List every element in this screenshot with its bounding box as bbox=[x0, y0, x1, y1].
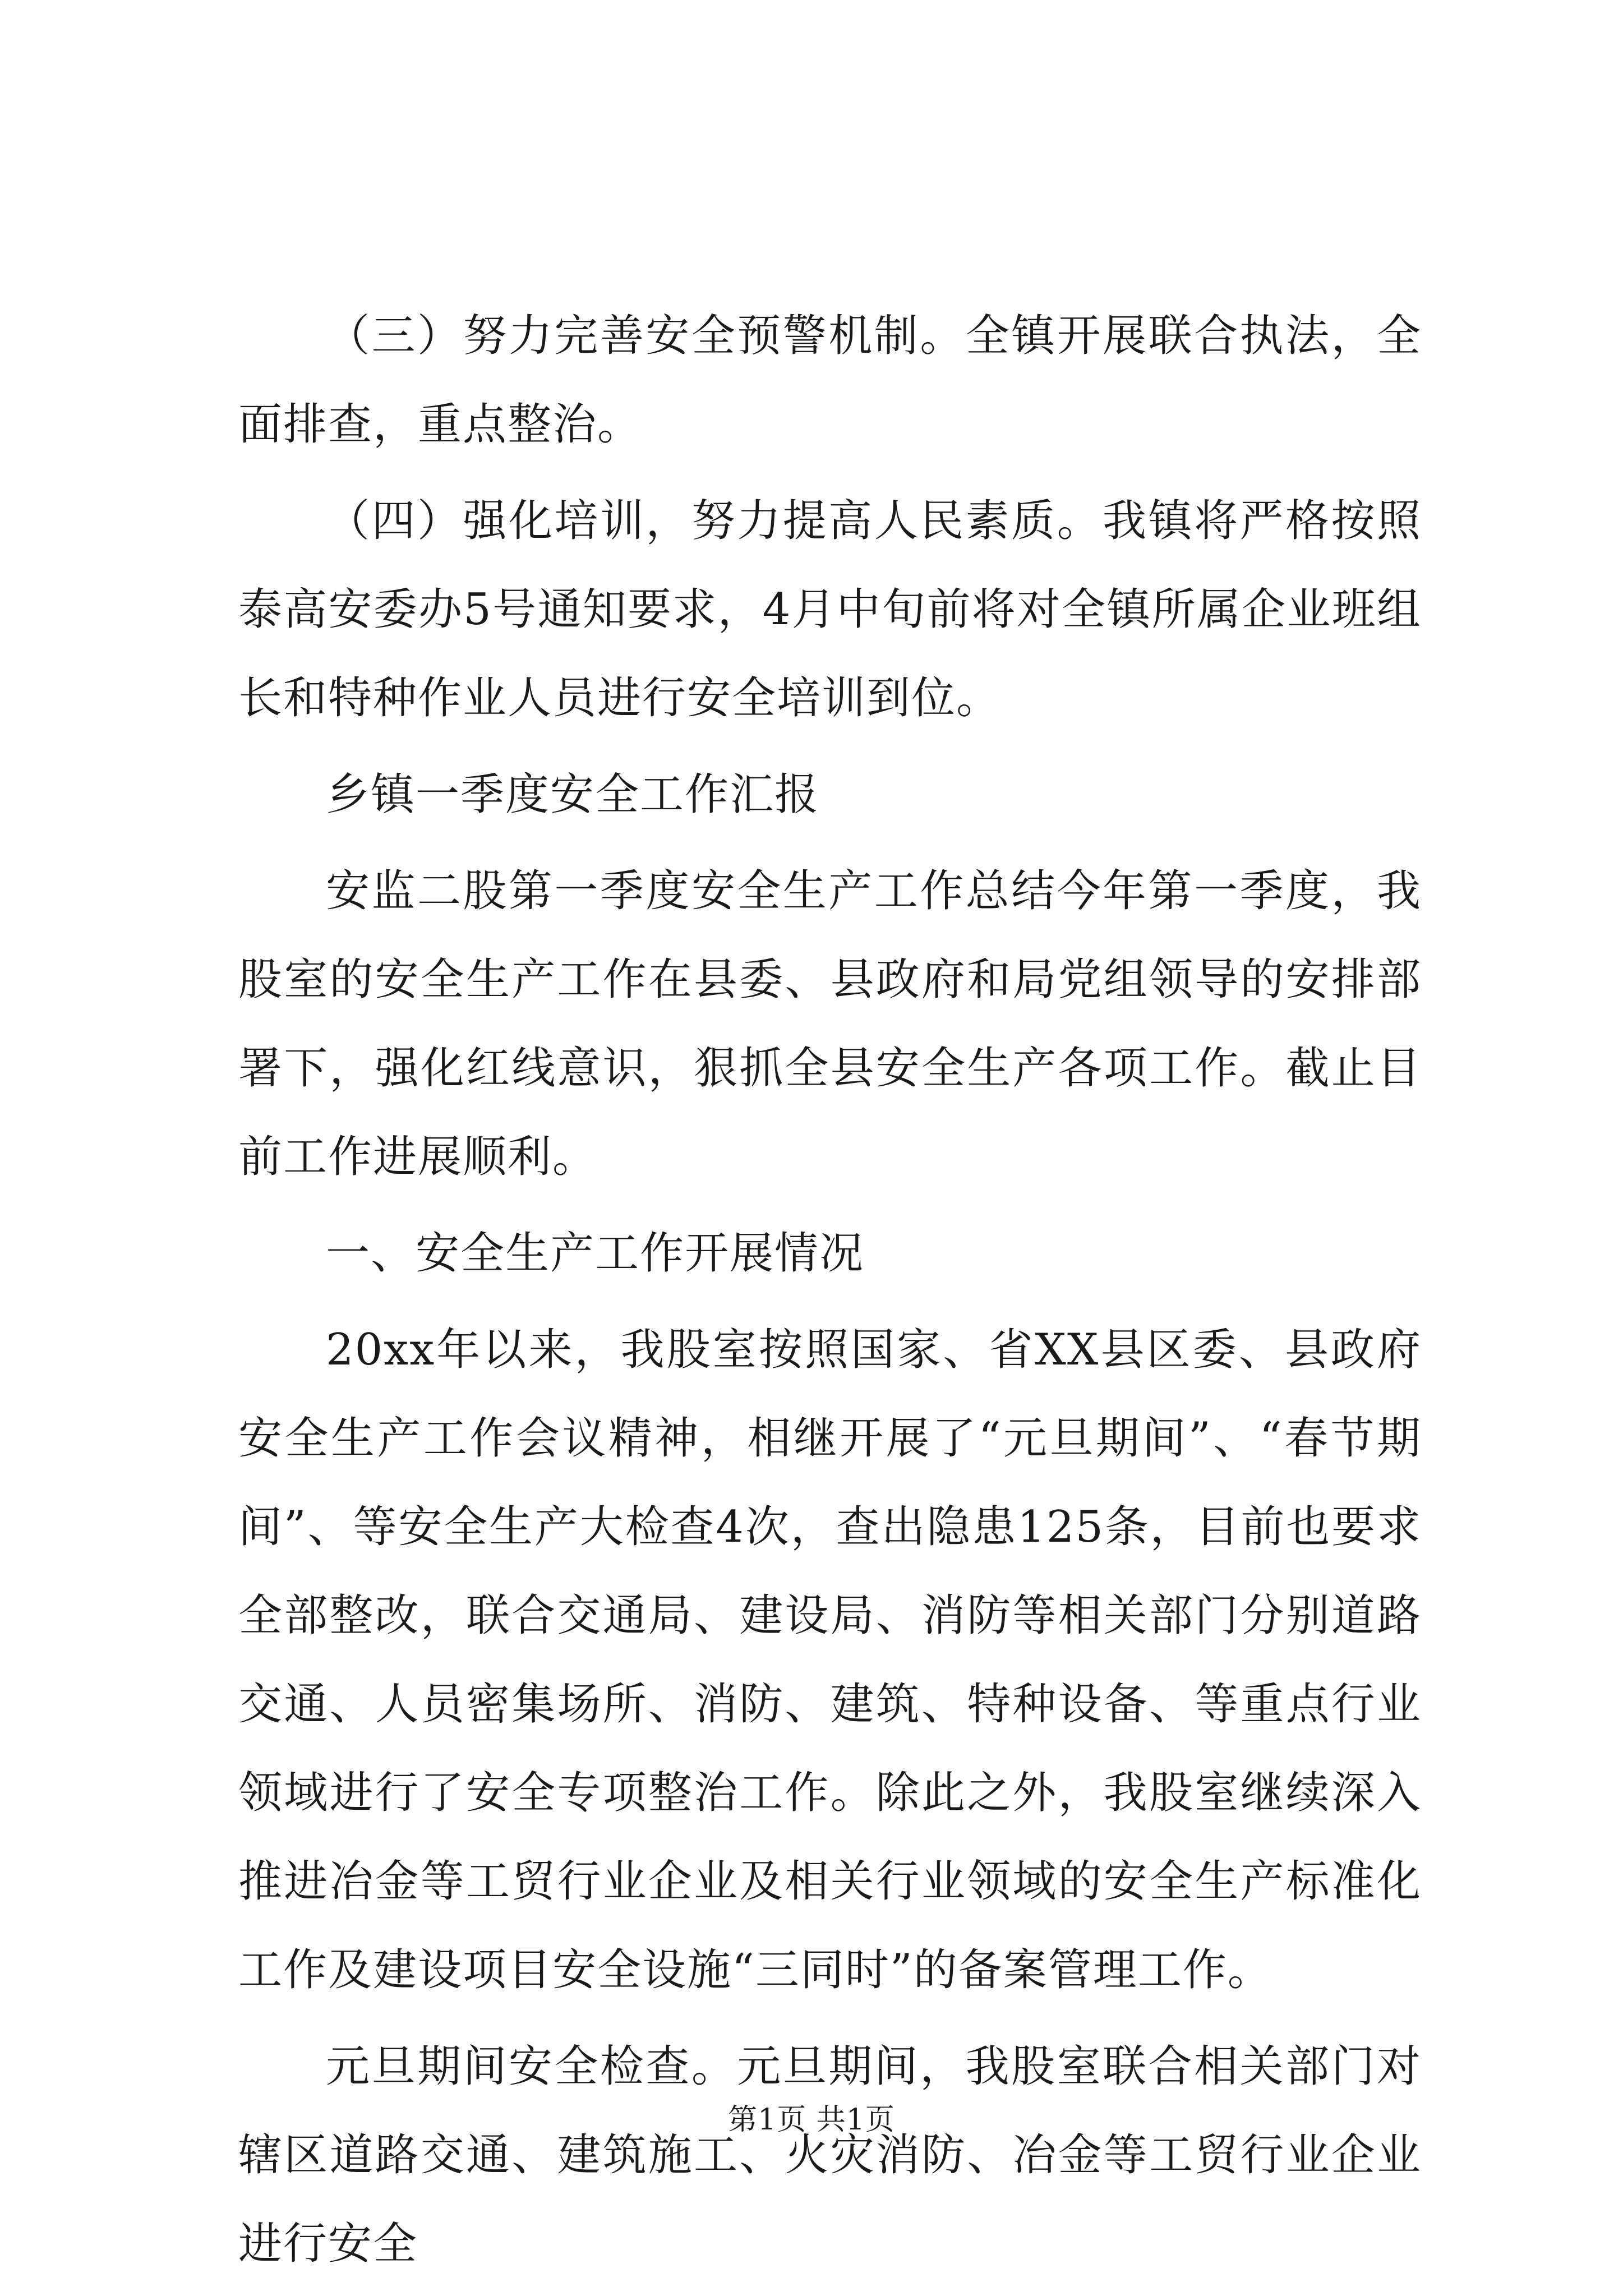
page-footer: 第1页 共1页 bbox=[728, 2103, 895, 2137]
section-title: 乡镇一季度安全工作汇报 bbox=[326, 769, 820, 820]
paragraph-warning-mechanism: （三）努力完善安全预警机制。全镇开展联合执法，全面排查，重点整治。 bbox=[238, 311, 1422, 450]
paragraph-new-year-inspection: 元旦期间安全检查。元旦期间，我股室联合相关部门对辖区道路交通、建筑施工、火灾消防、冶金等工贸行业企业进行安全 bbox=[238, 2041, 1422, 2269]
paragraph-training: （四）强化培训，努力提高人民素质。我镇将严格按照泰高安委办5号通知要求，4月中旬前将对全镇所属企业班组长和特种作业人员进行安全培训到位。 bbox=[238, 496, 1422, 723]
paragraph-summary: 安监二股第一季度安全生产工作总结今年第一季度，我股室的安全生产工作在县委、县政府和局党组领导的安排部署下，强化红线意识，狠抓全县安全生产各项工作。截止目前工作进展顺利。 bbox=[238, 866, 1422, 1182]
paragraph-work-progress: 20xx年以来，我股室按照国家、省XX县区委、县政府安全生产工作会议精神，相继开展了“元旦期间”、“春节期间”、等安全生产大检查4次，查出隐患125条，目前也要求全部整改，联合交通局、建设局、消防等相关部门分别道路交通、人员密集场所、消防、建筑、特种设备、等重点行业领域进行了安全专项整治工作。除此之外，我股室继续深入推进冶金等工贸行业企业及相关行业领域的安全生产标准化工作及建设项目安全设施“三同时”的备案管理工作。 bbox=[238, 1325, 1422, 1995]
section-heading-1: 一、安全生产工作开展情况 bbox=[326, 1228, 865, 1279]
document-body bbox=[238, 292, 1422, 2296]
